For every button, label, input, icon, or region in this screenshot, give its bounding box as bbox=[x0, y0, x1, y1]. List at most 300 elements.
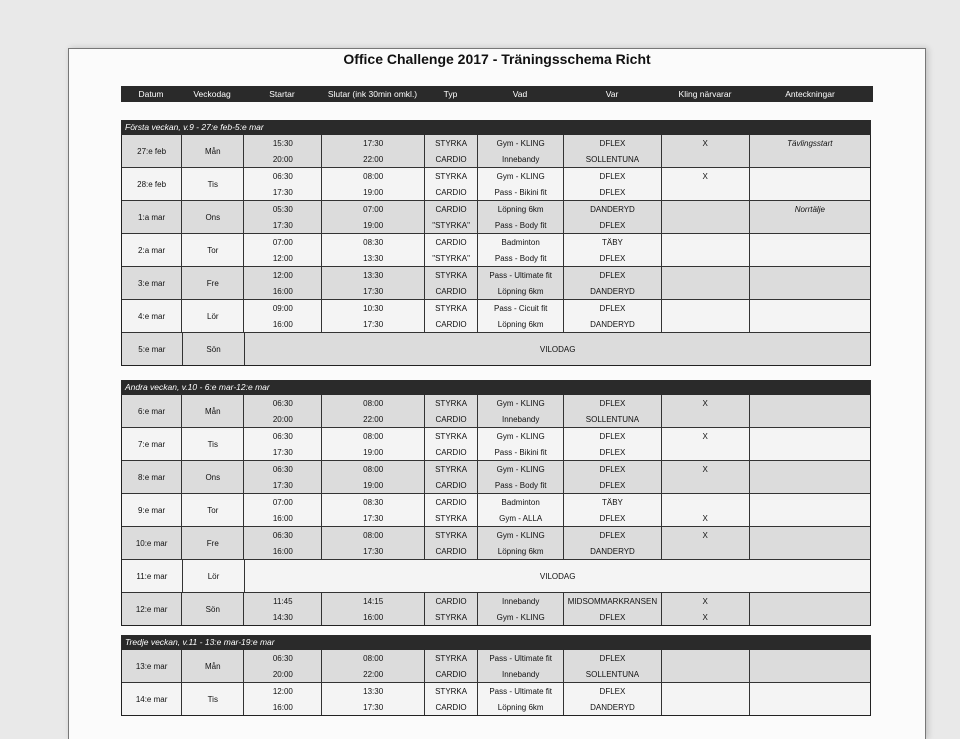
activity-value: Pass - Ultimate fit bbox=[489, 653, 553, 663]
type-cell bbox=[425, 593, 478, 625]
kling-value: X bbox=[702, 138, 708, 148]
location-value: DFLEX bbox=[599, 270, 626, 280]
weekday-cell: Ons bbox=[182, 461, 244, 493]
end-value: 08:00 bbox=[363, 398, 384, 408]
type-value: CARDIO bbox=[435, 187, 467, 197]
end-cell bbox=[322, 494, 425, 526]
start-value: 06:30 bbox=[272, 431, 293, 441]
type-value: STYRKA bbox=[435, 270, 468, 280]
weekday-cell: Fre bbox=[182, 267, 244, 299]
day-row bbox=[122, 683, 870, 715]
type-value: CARDIO bbox=[435, 480, 467, 490]
type-value: STYRKA bbox=[435, 171, 468, 181]
day-row bbox=[122, 333, 870, 365]
activity-value: Innebandy bbox=[501, 669, 540, 679]
start-value: 06:30 bbox=[272, 530, 293, 540]
type-value: CARDIO bbox=[435, 286, 467, 296]
activity-value: Gym - KLING bbox=[496, 612, 545, 622]
location-cell bbox=[564, 300, 662, 332]
weekday-cell: Lör bbox=[182, 300, 244, 332]
note-cell bbox=[750, 300, 870, 332]
start-value: 06:30 bbox=[272, 398, 293, 408]
type-value: STYRKA bbox=[435, 431, 468, 441]
column-header: Veckodag bbox=[193, 89, 231, 99]
weekday-cell: Sön bbox=[183, 333, 246, 365]
day-row bbox=[122, 168, 870, 201]
end-value: 17:30 bbox=[363, 513, 384, 523]
end-cell bbox=[322, 650, 425, 682]
note-value: Tävlingsstart bbox=[787, 138, 833, 148]
type-value: CARDIO bbox=[435, 204, 467, 214]
week-label: Första veckan, v.9 - 27:e feb-5:e mar bbox=[121, 120, 871, 135]
date-cell: 11:e mar bbox=[122, 560, 183, 592]
start-value: 16:00 bbox=[272, 702, 293, 712]
date-cell: 7:e mar bbox=[122, 428, 182, 460]
end-value: 22:00 bbox=[363, 414, 384, 424]
location-value: SOLLENTUNA bbox=[585, 669, 640, 679]
kling-value: X bbox=[702, 612, 708, 622]
activity-value: Gym - ALLA bbox=[499, 513, 543, 523]
type-value: STYRKA bbox=[435, 398, 468, 408]
end-value: 13:30 bbox=[363, 270, 384, 280]
kling-cell bbox=[662, 683, 750, 715]
location-value: DFLEX bbox=[599, 220, 626, 230]
type-cell bbox=[425, 683, 478, 715]
type-cell bbox=[425, 527, 478, 559]
location-value: DANDERYD bbox=[590, 319, 635, 329]
type-cell bbox=[425, 428, 478, 460]
end-cell bbox=[322, 234, 425, 266]
end-value: 17:30 bbox=[363, 702, 384, 712]
start-value: 16:00 bbox=[272, 513, 293, 523]
date-cell: 12:e mar bbox=[122, 593, 182, 625]
start-value: 15:30 bbox=[272, 138, 293, 148]
kling-cell bbox=[662, 395, 750, 427]
type-value: CARDIO bbox=[435, 497, 467, 507]
start-value: 20:00 bbox=[272, 414, 293, 424]
start-cell bbox=[244, 234, 322, 266]
activity-value: Innebandy bbox=[501, 414, 540, 424]
type-value: CARDIO bbox=[435, 154, 467, 164]
location-cell bbox=[564, 395, 662, 427]
location-value: DFLEX bbox=[599, 686, 626, 696]
column-header-bar bbox=[121, 86, 873, 102]
end-value: 08:00 bbox=[363, 464, 384, 474]
end-cell bbox=[322, 593, 425, 625]
type-value: CARDIO bbox=[435, 237, 467, 247]
activity-cell bbox=[478, 461, 564, 493]
weekday-cell: Mån bbox=[182, 135, 244, 167]
week-section bbox=[121, 380, 871, 626]
start-value: 12:00 bbox=[272, 686, 293, 696]
activity-value: Gym - KLING bbox=[496, 398, 545, 408]
start-cell bbox=[244, 527, 322, 559]
end-value: 19:00 bbox=[363, 220, 384, 230]
start-cell bbox=[244, 168, 322, 200]
activity-value: Innebandy bbox=[501, 154, 540, 164]
type-cell bbox=[425, 494, 478, 526]
note-cell bbox=[750, 201, 870, 233]
note-cell bbox=[750, 267, 870, 299]
weekday-cell: Tor bbox=[182, 494, 244, 526]
end-value: 08:00 bbox=[363, 171, 384, 181]
location-cell bbox=[564, 650, 662, 682]
end-cell bbox=[322, 683, 425, 715]
start-value: 17:30 bbox=[272, 447, 293, 457]
day-row bbox=[122, 234, 870, 267]
type-cell bbox=[425, 135, 478, 167]
day-row bbox=[122, 395, 870, 428]
start-value: 16:00 bbox=[272, 319, 293, 329]
location-cell bbox=[564, 683, 662, 715]
type-cell bbox=[425, 168, 478, 200]
location-value: TÄBY bbox=[602, 237, 623, 247]
location-value: DFLEX bbox=[599, 138, 626, 148]
end-value: 07:00 bbox=[363, 204, 384, 214]
date-cell: 2:a mar bbox=[122, 234, 182, 266]
day-row bbox=[122, 201, 870, 234]
type-cell bbox=[425, 650, 478, 682]
location-value: DANDERYD bbox=[590, 702, 635, 712]
start-cell bbox=[244, 300, 322, 332]
location-value: DFLEX bbox=[599, 653, 626, 663]
week-section bbox=[121, 635, 871, 716]
kling-value: X bbox=[702, 513, 708, 523]
activity-value: Gym - KLING bbox=[496, 138, 545, 148]
type-cell bbox=[425, 300, 478, 332]
day-row bbox=[122, 593, 870, 625]
day-row bbox=[122, 560, 870, 593]
note-cell bbox=[750, 461, 870, 493]
location-cell bbox=[564, 428, 662, 460]
end-value: 08:00 bbox=[363, 653, 384, 663]
column-header: Anteckningar bbox=[785, 89, 835, 99]
start-value: 16:00 bbox=[272, 286, 293, 296]
weekday-cell: Tis bbox=[182, 428, 244, 460]
kling-cell bbox=[662, 201, 750, 233]
day-row bbox=[122, 461, 870, 494]
start-value: 17:30 bbox=[272, 187, 293, 197]
location-value: DFLEX bbox=[599, 431, 626, 441]
start-value: 07:00 bbox=[272, 497, 293, 507]
start-value: 06:30 bbox=[272, 464, 293, 474]
weekday-cell: Fre bbox=[182, 527, 244, 559]
type-value: STYRKA bbox=[435, 612, 468, 622]
start-value: 17:30 bbox=[272, 480, 293, 490]
note-value: Norrtälje bbox=[794, 204, 825, 214]
type-value: STYRKA bbox=[435, 653, 468, 663]
date-cell: 4:e mar bbox=[122, 300, 182, 332]
location-value: TÄBY bbox=[602, 497, 623, 507]
start-cell bbox=[244, 267, 322, 299]
type-value: CARDIO bbox=[435, 319, 467, 329]
note-cell bbox=[750, 135, 870, 167]
column-header: Var bbox=[605, 89, 619, 99]
location-value: MIDSOMMARKRANSEN bbox=[567, 596, 658, 606]
end-value: 10:30 bbox=[363, 303, 384, 313]
end-cell bbox=[322, 300, 425, 332]
activity-cell bbox=[478, 527, 564, 559]
date-cell: 9:e mar bbox=[122, 494, 182, 526]
activity-cell bbox=[478, 593, 564, 625]
day-row bbox=[122, 650, 870, 683]
activity-value: Löpning 6km bbox=[497, 286, 544, 296]
type-value: CARDIO bbox=[435, 702, 467, 712]
end-value: 17:30 bbox=[363, 138, 384, 148]
kling-cell bbox=[662, 650, 750, 682]
kling-value: X bbox=[702, 398, 708, 408]
type-cell bbox=[425, 461, 478, 493]
day-row bbox=[122, 267, 870, 300]
kling-cell bbox=[662, 461, 750, 493]
kling-cell bbox=[662, 135, 750, 167]
location-cell bbox=[564, 234, 662, 266]
type-value: STYRKA bbox=[435, 530, 468, 540]
type-value: CARDIO bbox=[435, 669, 467, 679]
day-row bbox=[122, 300, 870, 333]
date-cell: 27:e feb bbox=[122, 135, 182, 167]
type-value: STYRKA bbox=[435, 464, 468, 474]
end-value: 08:30 bbox=[363, 237, 384, 247]
end-cell bbox=[322, 461, 425, 493]
weekday-cell: Mån bbox=[182, 395, 244, 427]
column-header: Typ bbox=[443, 89, 458, 99]
weekday-cell: Tis bbox=[182, 168, 244, 200]
start-cell bbox=[244, 683, 322, 715]
activity-value: Gym - KLING bbox=[496, 431, 545, 441]
end-value: 22:00 bbox=[363, 154, 384, 164]
activity-cell bbox=[478, 135, 564, 167]
end-cell bbox=[322, 201, 425, 233]
location-cell bbox=[564, 201, 662, 233]
kling-cell bbox=[662, 527, 750, 559]
type-cell bbox=[425, 201, 478, 233]
kling-cell bbox=[662, 300, 750, 332]
note-cell bbox=[750, 395, 870, 427]
date-cell: 28:e feb bbox=[122, 168, 182, 200]
location-value: DANDERYD bbox=[590, 204, 635, 214]
kling-cell bbox=[662, 267, 750, 299]
activity-cell bbox=[478, 395, 564, 427]
activity-cell bbox=[478, 201, 564, 233]
type-value: "STYRKA" bbox=[432, 253, 470, 263]
activity-cell bbox=[478, 267, 564, 299]
weekday-cell: Tis bbox=[182, 683, 244, 715]
end-cell bbox=[322, 267, 425, 299]
location-value: DFLEX bbox=[599, 612, 626, 622]
end-value: 17:30 bbox=[363, 546, 384, 556]
activity-cell bbox=[478, 494, 564, 526]
location-value: DFLEX bbox=[599, 447, 626, 457]
activity-value: Pass - Ultimate fit bbox=[489, 686, 553, 696]
type-value: STYRKA bbox=[435, 513, 468, 523]
end-value: 08:30 bbox=[363, 497, 384, 507]
note-cell bbox=[750, 593, 870, 625]
activity-cell bbox=[478, 300, 564, 332]
date-cell: 10:e mar bbox=[122, 527, 182, 559]
type-value: CARDIO bbox=[435, 414, 467, 424]
kling-cell bbox=[662, 593, 750, 625]
activity-value: Innebandy bbox=[501, 596, 540, 606]
rest-day-cell: VILODAG bbox=[539, 571, 576, 581]
note-cell bbox=[750, 494, 870, 526]
activity-cell bbox=[478, 428, 564, 460]
rest-day-cell: VILODAG bbox=[539, 344, 576, 354]
type-value: CARDIO bbox=[435, 447, 467, 457]
weekday-cell: Mån bbox=[182, 650, 244, 682]
location-cell bbox=[564, 494, 662, 526]
column-header: Kling närvarar bbox=[678, 89, 732, 99]
activity-value: Pass - Body fit bbox=[494, 480, 547, 490]
note-cell bbox=[750, 683, 870, 715]
activity-value: Pass - Bikini fit bbox=[494, 447, 547, 457]
start-cell bbox=[244, 461, 322, 493]
location-value: DFLEX bbox=[599, 530, 626, 540]
location-value: SOLLENTUNA bbox=[585, 414, 640, 424]
activity-cell bbox=[478, 234, 564, 266]
end-value: 13:30 bbox=[363, 686, 384, 696]
activity-value: Löpning 6km bbox=[497, 702, 544, 712]
location-cell bbox=[564, 135, 662, 167]
activity-value: Gym - KLING bbox=[496, 464, 545, 474]
type-value: STYRKA bbox=[435, 138, 468, 148]
week-label: Andra veckan, v.10 - 6:e mar-12:e mar bbox=[121, 380, 871, 395]
type-value: STYRKA bbox=[435, 303, 468, 313]
location-value: DFLEX bbox=[599, 187, 626, 197]
date-cell: 13:e mar bbox=[122, 650, 182, 682]
start-value: 16:00 bbox=[272, 546, 293, 556]
activity-value: Pass - Body fit bbox=[494, 253, 547, 263]
activity-value: Pass - Body fit bbox=[494, 220, 547, 230]
kling-cell bbox=[662, 428, 750, 460]
end-cell bbox=[322, 527, 425, 559]
weekday-cell: Ons bbox=[182, 201, 244, 233]
end-value: 19:00 bbox=[363, 187, 384, 197]
activity-value: Gym - KLING bbox=[496, 171, 545, 181]
weekday-cell: Tor bbox=[182, 234, 244, 266]
kling-cell bbox=[662, 494, 750, 526]
activity-value: Pass - Bikini fit bbox=[494, 187, 547, 197]
location-value: DFLEX bbox=[599, 464, 626, 474]
end-value: 17:30 bbox=[363, 319, 384, 329]
location-cell bbox=[564, 593, 662, 625]
column-header: Slutar (ink 30min omkl.) bbox=[327, 89, 418, 99]
end-value: 08:00 bbox=[363, 431, 384, 441]
schedule-sheet bbox=[68, 48, 926, 739]
start-value: 20:00 bbox=[272, 154, 293, 164]
location-value: DFLEX bbox=[599, 398, 626, 408]
column-header: Datum bbox=[138, 89, 164, 99]
weekday-cell: Lör bbox=[183, 560, 246, 592]
start-cell bbox=[244, 494, 322, 526]
location-cell bbox=[564, 461, 662, 493]
location-value: DFLEX bbox=[599, 303, 626, 313]
activity-cell bbox=[478, 683, 564, 715]
type-value: CARDIO bbox=[435, 546, 467, 556]
end-cell bbox=[322, 168, 425, 200]
type-cell bbox=[425, 267, 478, 299]
start-value: 07:00 bbox=[272, 237, 293, 247]
location-cell bbox=[564, 527, 662, 559]
location-value: DFLEX bbox=[599, 253, 626, 263]
week-section bbox=[121, 120, 871, 366]
end-cell bbox=[322, 135, 425, 167]
end-value: 14:15 bbox=[363, 596, 384, 606]
start-value: 12:00 bbox=[272, 253, 293, 263]
type-cell bbox=[425, 234, 478, 266]
location-value: DFLEX bbox=[599, 480, 626, 490]
start-value: 11:45 bbox=[273, 596, 293, 606]
activity-value: Löpning 6km bbox=[497, 319, 544, 329]
date-cell: 6:e mar bbox=[122, 395, 182, 427]
activity-value: Pass - Cicuit fit bbox=[494, 303, 548, 313]
day-row bbox=[122, 494, 870, 527]
date-cell: 14:e mar bbox=[122, 683, 182, 715]
location-value: DFLEX bbox=[599, 513, 626, 523]
start-value: 20:00 bbox=[272, 669, 293, 679]
page-title: Office Challenge 2017 - Träningsschema Richt bbox=[343, 51, 651, 67]
type-value: CARDIO bbox=[435, 596, 467, 606]
activity-value: Pass - Ultimate fit bbox=[489, 270, 553, 280]
kling-value: X bbox=[702, 431, 708, 441]
column-header: Vad bbox=[512, 89, 528, 99]
end-value: 16:00 bbox=[363, 612, 384, 622]
kling-value: X bbox=[702, 596, 708, 606]
note-cell bbox=[750, 168, 870, 200]
type-value: "STYRKA" bbox=[432, 220, 470, 230]
date-cell: 1:a mar bbox=[122, 201, 182, 233]
start-cell bbox=[244, 593, 322, 625]
start-cell bbox=[244, 395, 322, 427]
kling-value: X bbox=[702, 464, 708, 474]
date-cell: 3:e mar bbox=[122, 267, 182, 299]
end-value: 08:00 bbox=[363, 530, 384, 540]
end-cell bbox=[322, 428, 425, 460]
note-cell bbox=[750, 650, 870, 682]
activity-value: Badminton bbox=[501, 237, 540, 247]
kling-value: X bbox=[702, 171, 708, 181]
type-value: STYRKA bbox=[435, 686, 468, 696]
location-cell bbox=[564, 168, 662, 200]
location-cell bbox=[564, 267, 662, 299]
day-row bbox=[122, 527, 870, 560]
column-header: Startar bbox=[269, 89, 295, 99]
start-value: 09:00 bbox=[272, 303, 293, 313]
start-cell bbox=[244, 135, 322, 167]
start-value: 06:30 bbox=[272, 653, 293, 663]
date-cell: 8:e mar bbox=[122, 461, 182, 493]
start-value: 12:00 bbox=[272, 270, 293, 280]
location-value: DANDERYD bbox=[590, 286, 635, 296]
activity-value: Badminton bbox=[501, 497, 540, 507]
end-value: 13:30 bbox=[363, 253, 384, 263]
start-value: 05:30 bbox=[272, 204, 293, 214]
note-cell bbox=[750, 428, 870, 460]
location-value: SOLLENTUNA bbox=[585, 154, 640, 164]
activity-value: Löpning 6km bbox=[497, 546, 544, 556]
end-value: 19:00 bbox=[363, 480, 384, 490]
start-value: 14:30 bbox=[272, 612, 293, 622]
note-cell bbox=[750, 527, 870, 559]
end-value: 17:30 bbox=[363, 286, 384, 296]
kling-value: X bbox=[702, 530, 708, 540]
start-value: 17:30 bbox=[272, 220, 293, 230]
end-cell bbox=[322, 395, 425, 427]
weekday-cell: Sön bbox=[182, 593, 244, 625]
date-cell: 5:e mar bbox=[122, 333, 183, 365]
start-value: 06:30 bbox=[272, 171, 293, 181]
type-cell bbox=[425, 395, 478, 427]
